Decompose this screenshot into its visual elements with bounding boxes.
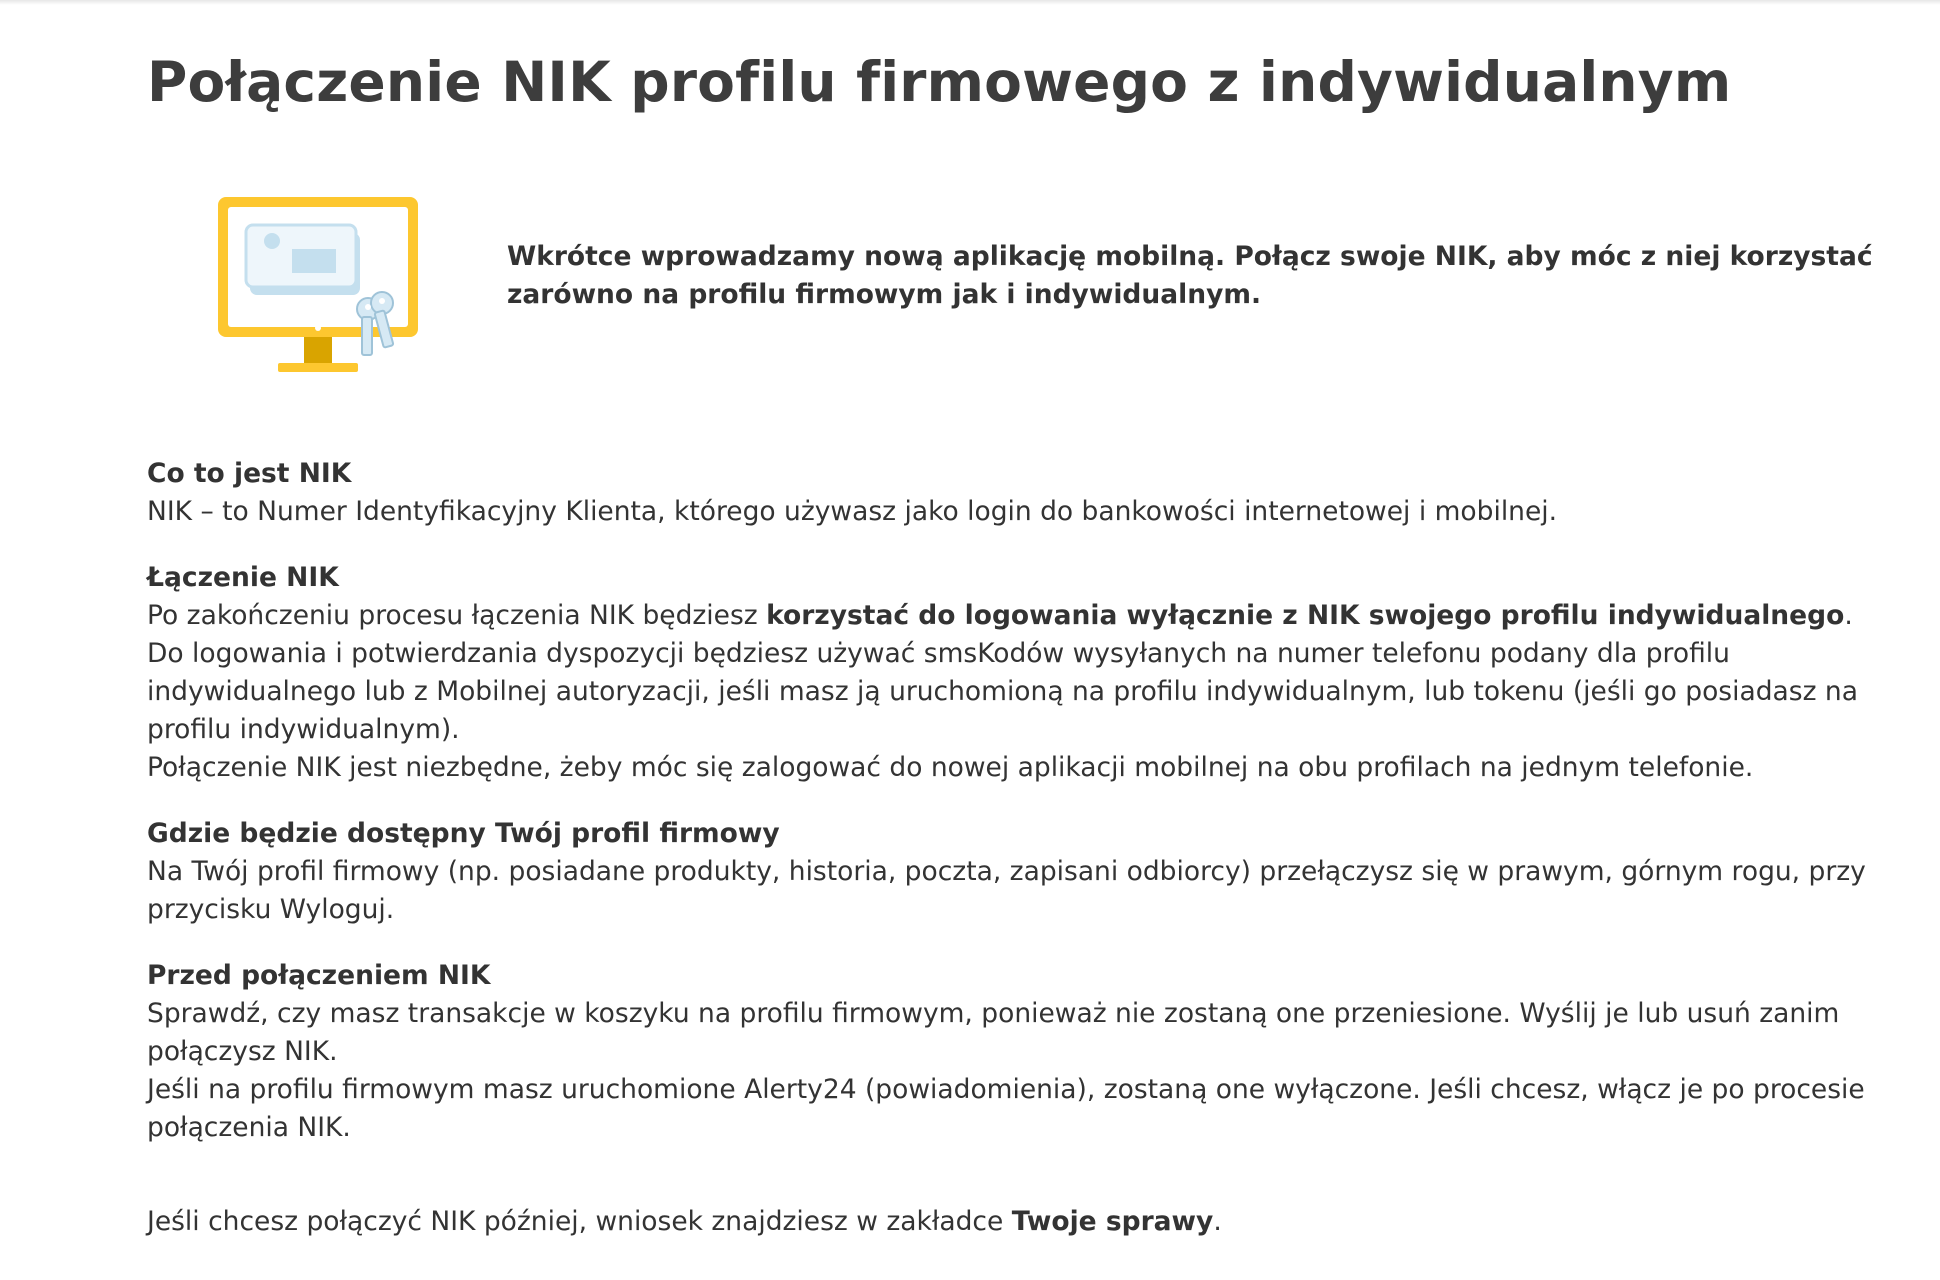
section-title: Gdzie będzie dostępny Twój profil firmowy [147, 818, 780, 849]
section-paragraph: Połączenie NIK jest niezbędne, żeby móc się zalogować do nowej aplikacji mobilnej na obu profilach na jednym telefonie. [147, 752, 1754, 783]
paragraph-text: . [1844, 600, 1853, 631]
section-paragraph [147, 597, 1867, 635]
section-linking-nik [147, 559, 1867, 787]
section-paragraph: Jeśli na profilu firmowym masz uruchomione Alerty24 (powiadomienia), zostaną one wyłączone. Jeśli chcesz, włącz je po procesie połączenia NIK. [147, 1074, 1865, 1143]
section-title: Łączenie NIK [147, 562, 339, 593]
hero-announcement: Wkrótce wprowadzamy nową aplikację mobilną. Połącz swoje NIK, aby móc z niej korzystać zarówno na profilu firmowym jak i indywidualnym. [507, 241, 1873, 310]
footer-note [147, 1203, 1222, 1241]
paragraph-text: Po zakończeniu procesu łączenia NIK będziesz [147, 600, 767, 631]
twoje-sprawy-link[interactable]: Twoje sprawy [1011, 1206, 1214, 1237]
section-company-profile-location [147, 815, 1867, 929]
section-paragraph: Sprawdź, czy masz transakcje w koszyku na profilu firmowym, ponieważ nie zostaną one przeniesione. Wyślij je lub usuń zanim połączysz NIK. [147, 998, 1840, 1067]
footer-text: Jeśli chcesz połączyć NIK później, wniosek znajdziesz w zakładce [147, 1206, 1012, 1237]
content [147, 455, 1867, 1175]
page-title: Połączenie NIK profilu firmowego z indywidualnym [147, 50, 1732, 114]
section-paragraph: NIK – to Numer Identyfikacyjny Klienta, którego używasz jako login do bankowości internetowej i mobilnej. [147, 496, 1558, 527]
paragraph-emphasis: korzystać do logowania wyłącznie z NIK swojego profilu indywidualnego [766, 600, 1845, 631]
section-what-is-nik [147, 455, 1867, 531]
monitor-with-keys-icon [216, 195, 422, 377]
section-before-linking [147, 957, 1867, 1147]
footer-text: . [1213, 1206, 1222, 1237]
top-shadow [0, 0, 1940, 5]
section-title: Co to jest NIK [147, 458, 352, 489]
section-paragraph: Do logowania i potwierdzania dyspozycji będziesz używać smsKodów wysyłanych na numer telefonu podany dla profilu indywidualnego lub z Mobilnej autoryzacji, jeśli masz ją uruchomioną na profilu indywidualnym, lub tokenu (jeśli go posiadasz na profilu indywidualnym). [147, 638, 1858, 745]
section-paragraph: Na Twój profil firmowy (np. posiadane produkty, historia, poczta, zapisani odbiorcy) przełączysz się w prawym, górnym rogu, przy przycisku Wyloguj. [147, 856, 1866, 925]
section-title: Przed połączeniem NIK [147, 960, 491, 991]
